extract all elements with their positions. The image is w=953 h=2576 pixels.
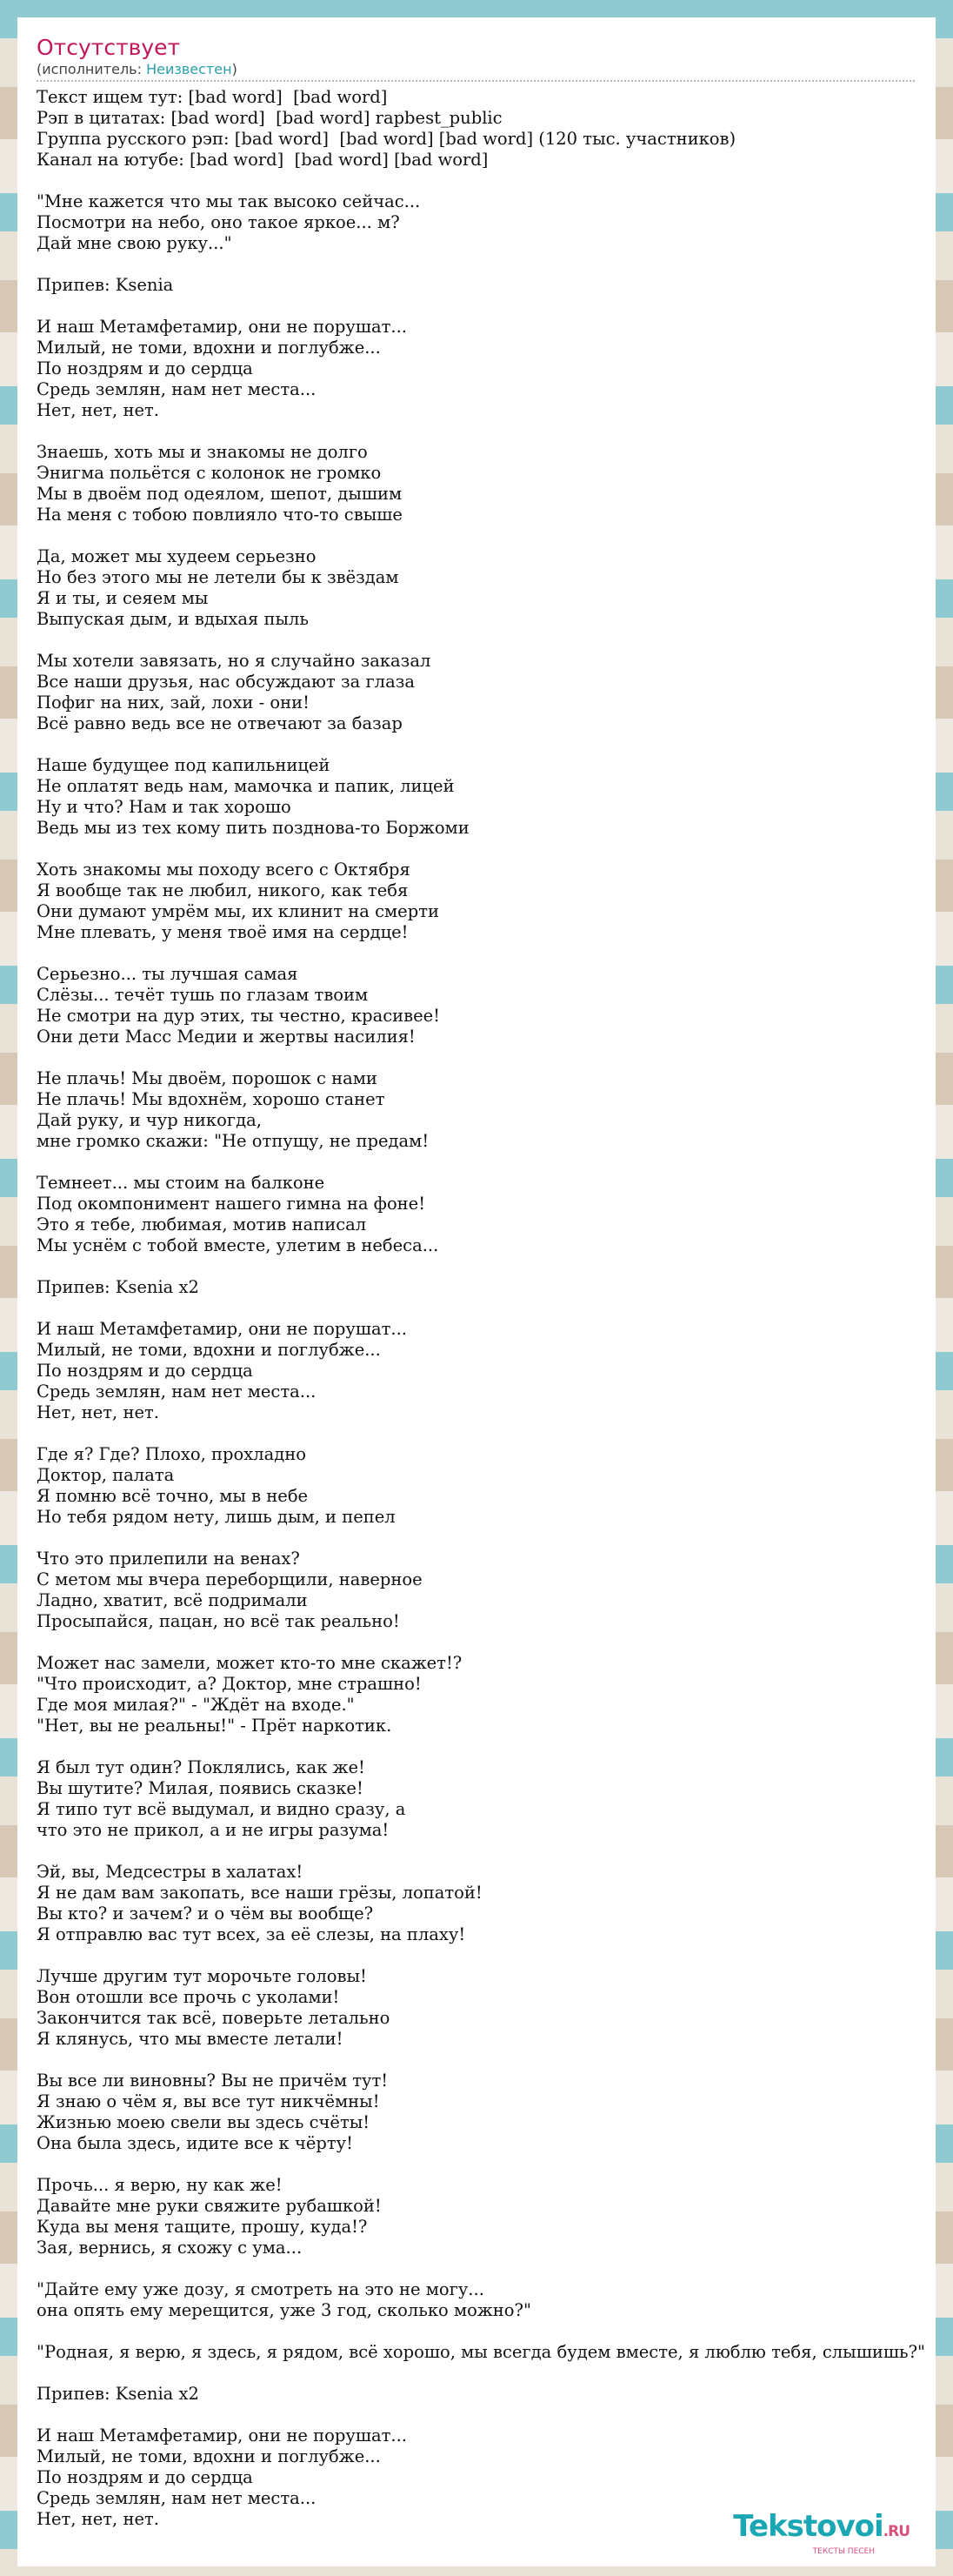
lyric-line: И наш Метамфетамир, они не порушат... xyxy=(37,317,408,337)
lyric-line xyxy=(37,1423,936,1444)
lyric-line: По ноздрям и до сердца xyxy=(37,2467,253,2487)
lyric-line: Мы хотели завязать, но я случайно заказал xyxy=(37,651,431,671)
lyric-line: Текст ищем тут: [bad word] [bad word] xyxy=(37,87,388,107)
lyric-line: Вы все ли виновны? Вы не причём тут! xyxy=(37,2071,389,2091)
song-title: Отсутствует xyxy=(37,35,181,60)
lyric-line: Ну и что? Нам и так хорошо xyxy=(37,797,291,817)
lyric-line xyxy=(37,1298,936,1319)
lyric-line xyxy=(37,2321,936,2342)
lyric-line: Нет, нет, нет. xyxy=(37,2509,159,2529)
lyric-line: Прочь... я верю, ну как же! xyxy=(37,2175,283,2195)
lyric-line: Я клянусь, что мы вместе летали! xyxy=(37,2029,343,2049)
lyric-line xyxy=(37,943,936,964)
lyric-line xyxy=(37,2363,936,2384)
lyrics-text xyxy=(37,87,936,2530)
lyric-line: Пофиг на них, зай, лохи - они! xyxy=(37,693,310,713)
lyric-line: Рэп в цитатах: [bad word] [bad word] rapbest_public xyxy=(37,108,503,128)
lyric-line: Они дети Масс Медии и жертвы насилия! xyxy=(37,1027,416,1047)
lyric-line xyxy=(37,2258,936,2279)
lyric-line: Хоть знакомы мы походу всего с Октября xyxy=(37,860,410,880)
lyric-line: И наш Метамфетамир, они не порушат... xyxy=(37,1319,408,1339)
lyric-line: Где я? Где? Плохо, прохладно xyxy=(37,1444,306,1464)
lyric-line: Группа русского рэп: [bad word] [bad word] [bad word] (120 тыс. участников) xyxy=(37,129,736,149)
lyric-line: Не оплатят ведь нам, мамочка и папик, лицей xyxy=(37,776,455,796)
lyric-line xyxy=(37,630,936,651)
lyric-line xyxy=(37,2154,936,2175)
lyric-line: Серьезно... ты лучшая самая xyxy=(37,964,298,984)
lyric-line: Просыпайся, пацан, но всё так реально! xyxy=(37,1611,400,1631)
lyric-line: Я был тут один? Поклялись, как же! xyxy=(37,1757,365,1777)
lyric-line: Я отправлю вас тут всех, за её слезы, на плаху! xyxy=(37,1924,466,1944)
lyric-line: Посмотри на небо, оно такое яркое... м? xyxy=(37,212,400,232)
lyric-line: Не плачь! Мы двоём, порошок с нами xyxy=(37,1068,377,1088)
lyric-line: Припев: Ksenia x2 xyxy=(37,2384,199,2404)
lyric-line: Не плачь! Мы вдохнём, хорошо станет xyxy=(37,1089,385,1109)
lyric-line xyxy=(37,734,936,755)
lyric-line: Всё равно ведь все не отвечают за базар xyxy=(37,713,403,733)
logo-suffix: .RU xyxy=(883,2523,910,2540)
lyric-line: "Дайте ему уже дозу, я смотреть на это не могу... xyxy=(37,2279,484,2299)
lyric-line: Темнеет... мы стоим на балконе xyxy=(37,1173,325,1193)
lyric-line xyxy=(37,421,936,442)
lyric-line: мне громко скажи: "Не отпущу, не предам! xyxy=(37,1131,430,1151)
lyric-line: Может нас замели, может кто-то мне скажет!? xyxy=(37,1653,463,1673)
lyric-line xyxy=(37,2405,936,2425)
lyric-line xyxy=(37,1047,936,1068)
lyric-line: Не смотри на дур этих, ты честно, красивее! xyxy=(37,1006,441,1026)
artist-prefix: (исполнитель: xyxy=(37,61,147,77)
lyric-line: Милый, не томи, вдохни и поглубже... xyxy=(37,1340,381,1360)
lyric-line: Вы шутите? Милая, появись сказке! xyxy=(37,1778,363,1798)
site-logo[interactable] xyxy=(733,2511,910,2556)
lyric-line xyxy=(37,525,936,546)
lyrics-card xyxy=(17,17,936,2566)
lyric-line: Припев: Ksenia xyxy=(37,275,174,295)
lyric-line: Знаешь, хоть мы и знакомы не долго xyxy=(37,442,368,462)
lyric-line xyxy=(37,254,936,275)
lyric-line: Средь землян, нам нет места... xyxy=(37,379,317,399)
lyric-line: И наш Метамфетамир, они не порушат... xyxy=(37,2425,408,2446)
lyric-line: Вы кто? и зачем? и о чём вы вообще? xyxy=(37,1904,374,1924)
lyric-line xyxy=(37,1841,936,1862)
lyric-line: Жизнью моею свели вы здесь счёты! xyxy=(37,2112,370,2132)
lyric-line: Я знаю о чём я, вы все тут никчёмны! xyxy=(37,2091,380,2111)
logo-wordmark xyxy=(733,2511,910,2547)
artist-suffix: ) xyxy=(231,61,237,77)
lyric-line: Слёзы... течёт тушь по глазам твоим xyxy=(37,985,369,1005)
lyric-line: Канал на ютубе: [bad word] [bad word] [bad word] xyxy=(37,150,489,170)
lyric-line: Мы в двоём под одеялом, шепот, дышим xyxy=(37,484,403,504)
lyric-line: Все наши друзья, нас обсуждают за глаза xyxy=(37,672,415,692)
lyric-line xyxy=(37,1152,936,1173)
lyric-line: Но тебя рядом нету, лишь дым, и пепел xyxy=(37,1507,396,1527)
lyric-line: Нет, нет, нет. xyxy=(37,400,159,420)
lyric-line: С метом мы вчера переборщили, наверное xyxy=(37,1569,423,1589)
lyric-line: Куда вы меня тащите, прошу, куда!? xyxy=(37,2217,368,2237)
lyric-line: Милый, не томи, вдохни и поглубже... xyxy=(37,338,381,358)
lyric-line: Дай мне свою руку..." xyxy=(37,233,232,253)
artist-line xyxy=(37,61,915,82)
lyric-line: Дай руку, и чур никогда, xyxy=(37,1110,262,1130)
lyric-line xyxy=(37,2050,936,2071)
lyric-line: Но без этого мы не летели бы к звёздам xyxy=(37,567,399,587)
lyric-line: По ноздрям и до сердца xyxy=(37,358,253,378)
lyric-line: Я и ты, и сеяем мы xyxy=(37,588,209,608)
lyric-line: Ведь мы из тех кому пить позднова-то Боржоми xyxy=(37,818,470,838)
lyric-line: Это я тебе, любимая, мотив написал xyxy=(37,1214,367,1234)
lyric-line: Припев: Ksenia x2 xyxy=(37,1277,199,1297)
lyric-line: Лучше другим тут морочьте головы! xyxy=(37,1966,367,1986)
lyric-line xyxy=(37,839,936,860)
lyric-line: Наше будущее под капильницей xyxy=(37,755,330,775)
lyric-line: По ноздрям и до сердца xyxy=(37,1361,253,1381)
lyric-line: Под окомпонимент нашего гимна на фоне! xyxy=(37,1194,426,1214)
lyric-line: Я не дам вам закопать, все наши грёзы, лопатой! xyxy=(37,1883,483,1903)
lyric-line: Милый, не томи, вдохни и поглубже... xyxy=(37,2446,381,2466)
lyric-line: "Мне кажется что мы так высоко сейчас... xyxy=(37,191,421,211)
lyric-line xyxy=(37,1256,936,1277)
lyric-line xyxy=(37,296,936,317)
lyric-line xyxy=(37,1632,936,1653)
lyric-line: Давайте мне руки свяжите рубашкой! xyxy=(37,2196,382,2216)
lyric-line: Что это прилепили на венах? xyxy=(37,1549,300,1569)
lyric-line: Где моя милая?" - "Ждёт на входе." xyxy=(37,1695,355,1715)
lyric-line: Энигма польётся с колонок не громко xyxy=(37,463,382,483)
lyric-line: Я помню всё точно, мы в небе xyxy=(37,1486,309,1506)
lyric-line: Да, может мы худеем серьезно xyxy=(37,546,317,566)
lyric-line: Нет, нет, нет. xyxy=(37,1402,159,1422)
lyric-line: Средь землян, нам нет места... xyxy=(37,1382,317,1402)
lyric-line: Я типо тут всё выдумал, и видно сразу, а xyxy=(37,1799,406,1819)
lyric-line: Она была здесь, идите все к чёрту! xyxy=(37,2133,353,2153)
lyric-line: Закончится так всё, поверьте летально xyxy=(37,2008,390,2028)
lyric-line xyxy=(37,1945,936,1966)
lyric-line: "Нет, вы не реальны!" - Прёт наркотик. xyxy=(37,1716,392,1736)
lyric-line: Доктор, палата xyxy=(37,1465,175,1485)
lyric-line: Зая, вернись, я схожу с ума... xyxy=(37,2238,303,2258)
lyric-line: Эй, вы, Медсестры в халатах! xyxy=(37,1862,303,1882)
lyric-line: Ладно, хватит, всё подримали xyxy=(37,1590,308,1610)
lyric-line: Выпуская дым, и вдыхая пыль xyxy=(37,609,309,629)
artist-link[interactable]: Неизвестен xyxy=(146,61,232,77)
lyric-line: что это не прикол, а и не игры разума! xyxy=(37,1820,390,1840)
lyric-line: Мне плевать, у меня твоё имя на сердце! xyxy=(37,922,409,942)
lyric-line: она опять ему мерещится, уже 3 год, сколько можно?" xyxy=(37,2300,531,2320)
lyric-line: "Что происходит, а? Доктор, мне страшно! xyxy=(37,1674,422,1694)
lyric-line xyxy=(37,1528,936,1549)
lyric-line: На меня с тобою повлияло что-то свыше xyxy=(37,505,403,525)
lyric-line: Вон отошли все прочь с уколами! xyxy=(37,1987,340,2007)
logo-main: Tekstovoi xyxy=(733,2509,883,2544)
lyric-line xyxy=(37,171,936,191)
lyric-line: "Родная, я верю, я здесь, я рядом, всё хорошо, мы всегда будем вместе, я люблю тебя, слышишь?" xyxy=(37,2342,925,2362)
lyric-line: Я вообще так не любил, никого, как тебя xyxy=(37,880,409,900)
lyric-line xyxy=(37,1736,936,1757)
lyric-line: Мы уснём с тобой вместе, улетим в небеса... xyxy=(37,1235,439,1255)
logo-tagline: ТЕКСТЫ ПЕСЕН xyxy=(812,2547,875,2556)
lyric-line: Они думают умрём мы, их клинит на смерти xyxy=(37,901,439,921)
lyric-line: Средь землян, нам нет места... xyxy=(37,2488,317,2508)
